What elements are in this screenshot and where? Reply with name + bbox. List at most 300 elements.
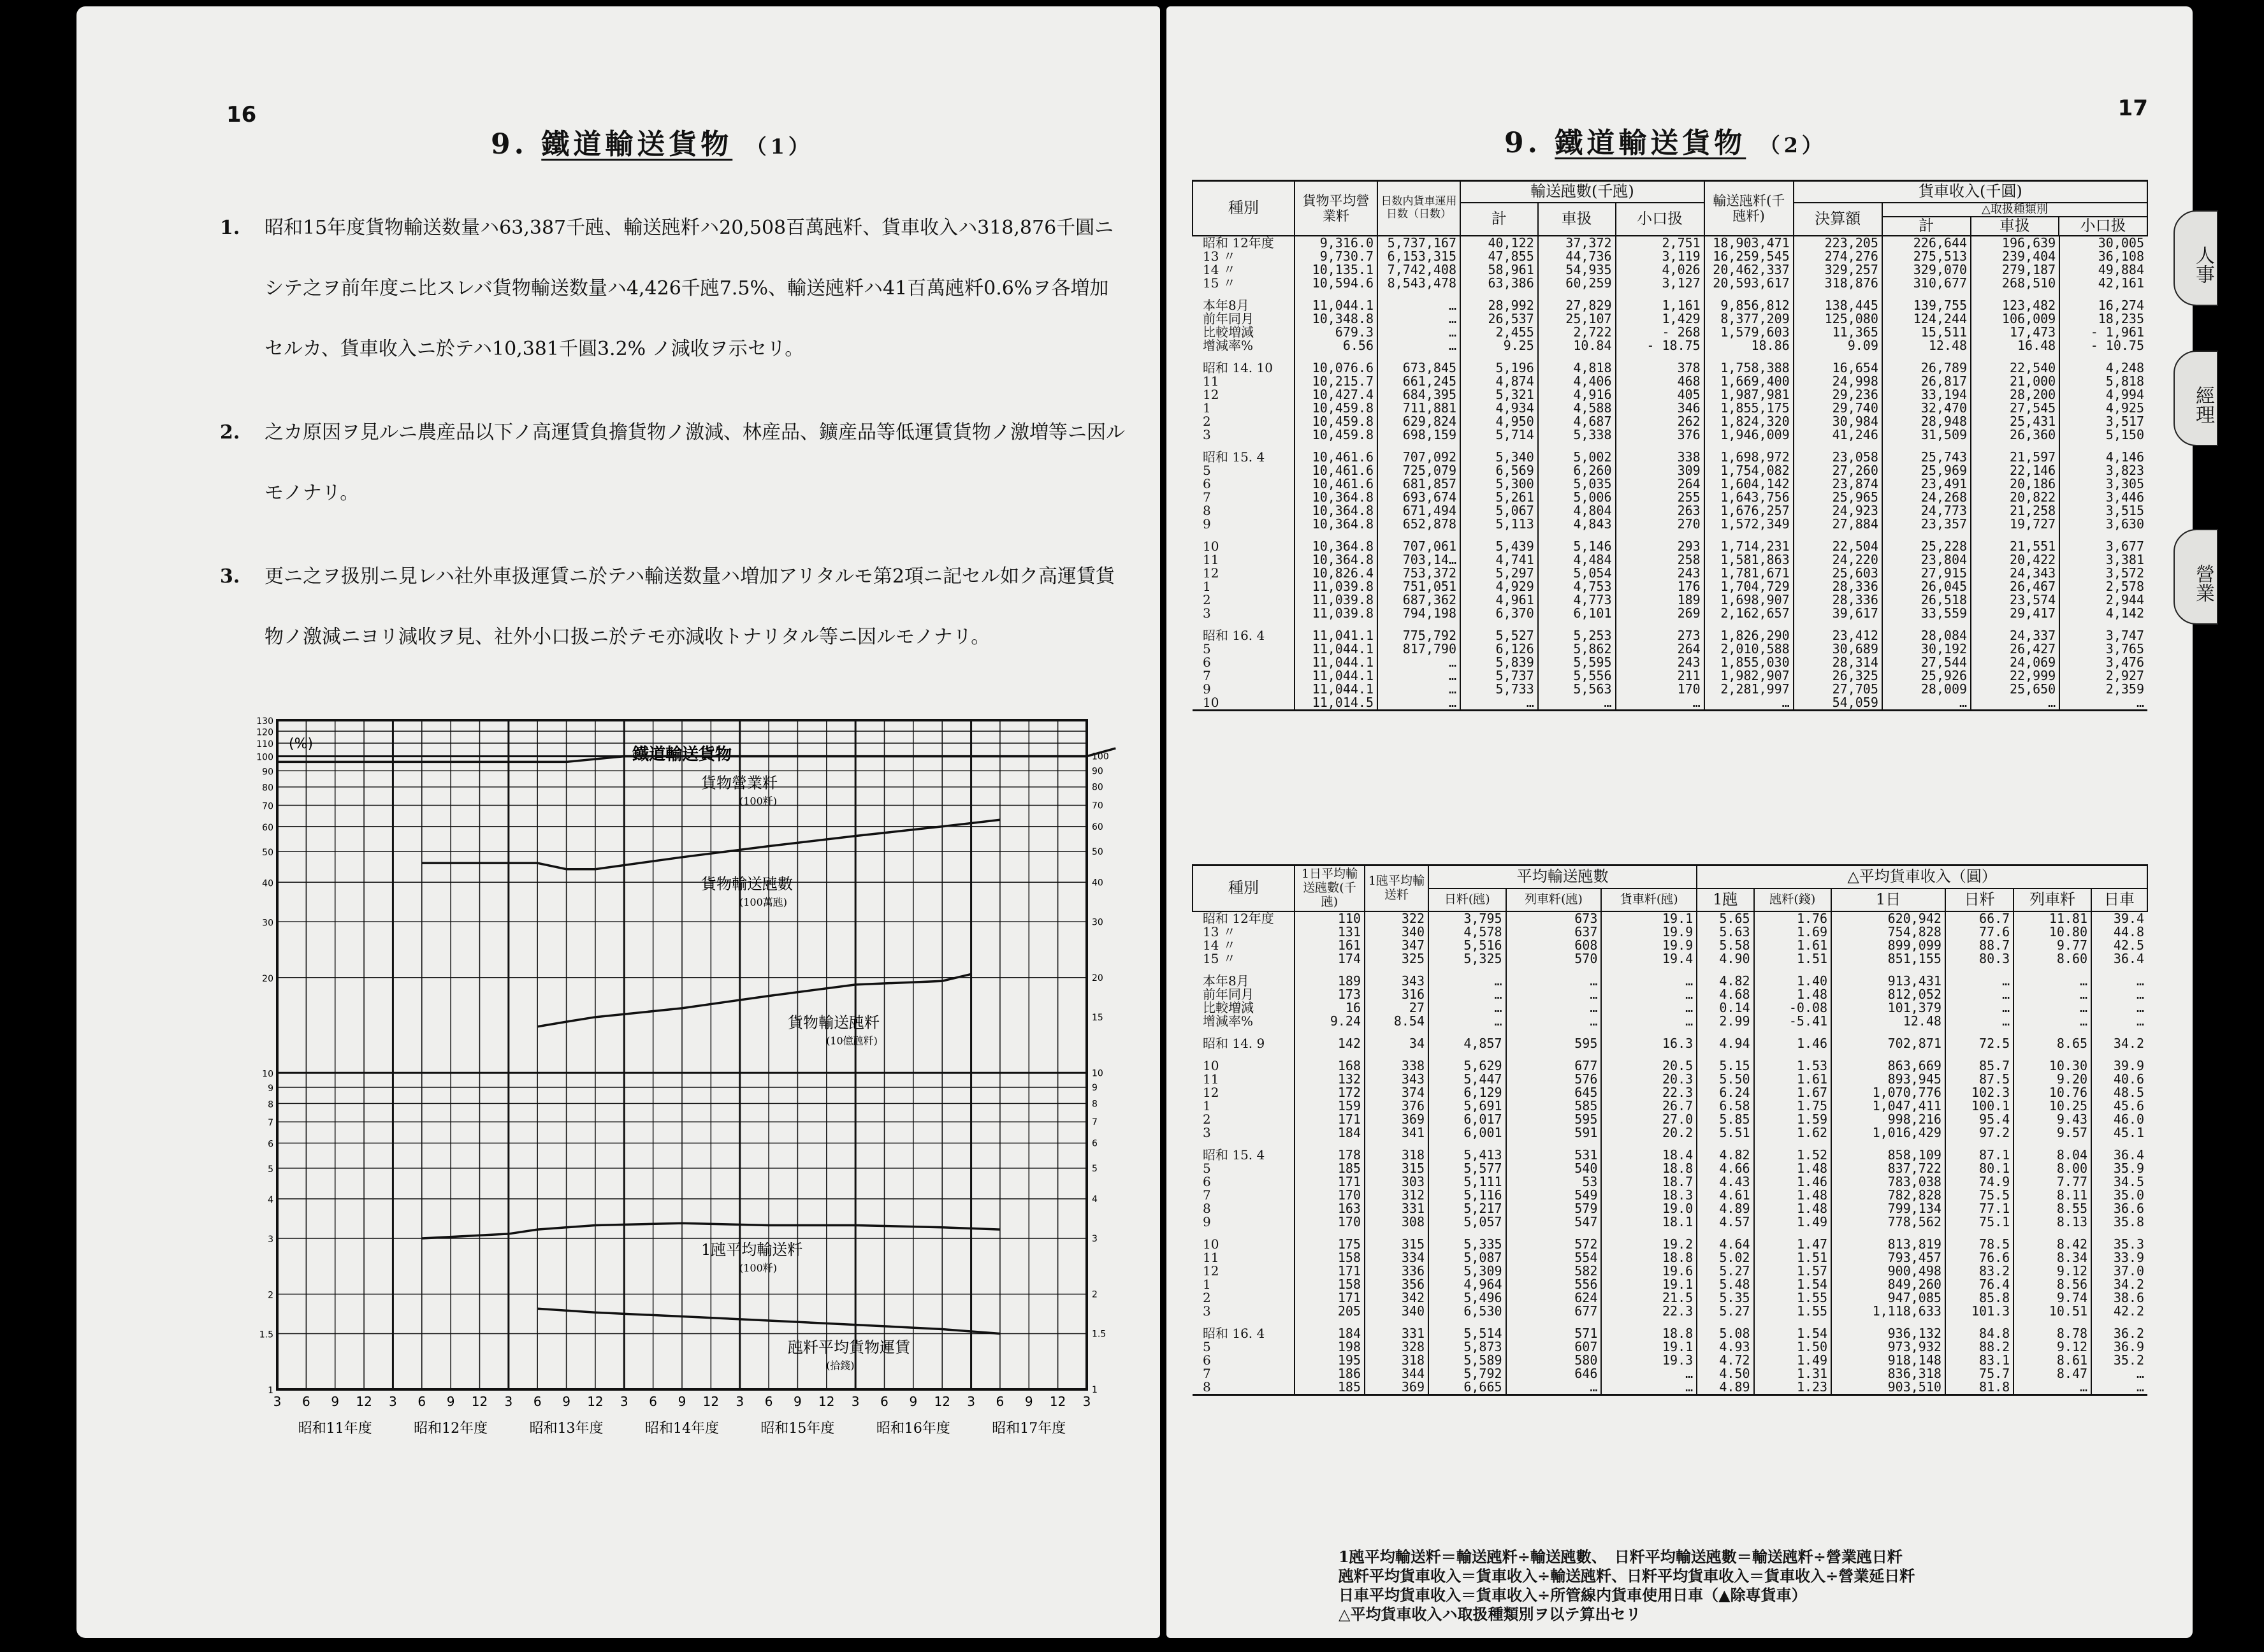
- table-cell: 620,942: [1831, 911, 1945, 925]
- table-cell: 41,246: [1794, 428, 1882, 442]
- table-cell: 76.4: [1945, 1278, 2014, 1291]
- table-cell: 20,593,617: [1704, 277, 1794, 290]
- table-cell: 48.5: [2091, 1086, 2147, 1099]
- table-cell: 139,755: [1882, 290, 1971, 312]
- left-axis-label: 50: [262, 848, 273, 859]
- table-cell: 10,427.4: [1295, 388, 1377, 402]
- table-cell: 4,929: [1460, 580, 1538, 593]
- table-cell: 576: [1506, 1073, 1602, 1086]
- note-line: △平均貨車收入ハ取扱種類別ヲ以テ算出セリ: [1339, 1605, 1641, 1623]
- table-cell: 36.4: [2091, 952, 2147, 966]
- freight-chart: [239, 701, 1144, 1440]
- col-per-ton: 1瓲: [1697, 888, 1753, 911]
- series-unit: (10億瓲粁): [826, 1034, 878, 1047]
- right-axis-label: 100: [1092, 751, 1109, 762]
- table-cell: 11,044.1: [1295, 656, 1377, 669]
- table-cell: 331: [1365, 1318, 1428, 1340]
- table-cell: 1.48: [1754, 1202, 1832, 1215]
- row-label: 6: [1203, 1173, 1211, 1189]
- table-cell: 2,455: [1460, 326, 1538, 339]
- section-tab-business[interactable]: 營業: [2173, 529, 2218, 625]
- table-cell: 4.90: [1697, 952, 1753, 966]
- table-cell: 27,915: [1882, 567, 1971, 580]
- table-cell: 3,823: [2059, 464, 2147, 477]
- table-cell: 19.9: [1601, 939, 1697, 952]
- table-cell: 35.2: [2091, 1354, 2147, 1367]
- x-tick-label: 9: [678, 1394, 686, 1409]
- table-row: [1193, 1215, 2147, 1229]
- table-cell: 189: [1295, 966, 1365, 988]
- table-cell: …: [2014, 1001, 2091, 1015]
- table-cell: 8.56: [2014, 1278, 2091, 1291]
- table-cell: …: [1601, 1380, 1697, 1395]
- table-cell: 677: [1506, 1305, 1602, 1318]
- table-row: [1193, 1175, 2147, 1189]
- table-cell: 60,259: [1538, 277, 1616, 290]
- x-tick-label: 12: [702, 1394, 720, 1409]
- table-cell: 102.3: [1945, 1086, 2014, 1099]
- table-cell: 24,220: [1794, 553, 1882, 567]
- table-cell: 1,987,981: [1704, 388, 1794, 402]
- table-row: [1193, 567, 2147, 580]
- table-cell: 5,733: [1460, 683, 1538, 696]
- table-cell: 25,969: [1882, 464, 1971, 477]
- freight-volume-table: [1192, 180, 2148, 711]
- table-cell: 22,146: [1971, 464, 2059, 477]
- table-cell: 8,377,209: [1704, 312, 1794, 326]
- table-row: [1193, 1318, 2147, 1340]
- table-cell: 47,855: [1460, 250, 1538, 263]
- table-cell: 6.24: [1697, 1086, 1753, 1099]
- table-cell: 315: [1365, 1229, 1428, 1251]
- x-tick-label: 9: [446, 1394, 455, 1409]
- table-cell: 4,142: [2059, 607, 2147, 620]
- table-cell: 87.5: [1945, 1073, 2014, 1086]
- row-label: 11: [1203, 551, 1219, 567]
- table-cell: 2,162,657: [1704, 607, 1794, 620]
- table-cell: 10.25: [2014, 1099, 2091, 1113]
- table-cell: 1.57: [1754, 1264, 1832, 1278]
- table-cell: …: [1616, 696, 1704, 711]
- table-cell: …: [1377, 683, 1460, 696]
- table-cell: 5,338: [1538, 428, 1616, 442]
- table-cell: 20.5: [1601, 1050, 1697, 1073]
- table-cell: 624: [1506, 1291, 1602, 1305]
- col-tons-total: 計: [1460, 203, 1538, 236]
- table-cell: 4,874: [1460, 375, 1538, 388]
- row-label: 2: [1203, 413, 1211, 429]
- table-cell: 54,059: [1794, 696, 1882, 711]
- table-cell: 27,544: [1882, 656, 1971, 669]
- table-cell: 8.11: [2014, 1189, 2091, 1202]
- table-cell: 26,467: [1971, 580, 2059, 593]
- col-per-day: 1日: [1831, 888, 1945, 911]
- table-cell: …: [1377, 696, 1460, 711]
- table-cell: 312: [1365, 1189, 1428, 1202]
- table-cell: - 18.75: [1616, 339, 1704, 352]
- table-cell: 10,364.8: [1295, 504, 1377, 518]
- x-tick-label: 3: [736, 1394, 744, 1409]
- table-cell: 5.48: [1697, 1278, 1753, 1291]
- table-cell: 28,200: [1971, 388, 2059, 402]
- table-cell: 24,069: [1971, 656, 2059, 669]
- x-group-label: 昭和16年度: [876, 1421, 950, 1437]
- table-cell: 36,108: [2059, 250, 2147, 263]
- table-cell: 4.89: [1697, 1380, 1753, 1395]
- table-cell: 693,674: [1377, 491, 1460, 504]
- table-cell: 1,754,082: [1704, 464, 1794, 477]
- table-cell: 1,698,907: [1704, 593, 1794, 607]
- table-cell: 184: [1295, 1318, 1365, 1340]
- table-cell: 74.9: [1945, 1175, 2014, 1189]
- section-tab-accounting[interactable]: 經理: [2173, 351, 2218, 446]
- table-cell: 10,459.8: [1295, 428, 1377, 442]
- paragraph-text: 之カ原因ヲ見ルニ農産品以下ノ高運賃負擔貨物ノ激減、林産品、鑛産品等低運賃貨物ノ激増等ニ因ルモノナリ。: [265, 421, 1125, 504]
- table-cell: 4,961: [1460, 593, 1538, 607]
- table-cell: 1.61: [1754, 1073, 1832, 1086]
- table-cell: 11,044.1: [1295, 290, 1377, 312]
- table-cell: 6,017: [1428, 1113, 1506, 1126]
- table-cell: 6,153,315: [1377, 250, 1460, 263]
- table-cell: 1,826,290: [1704, 620, 1794, 642]
- col-avg-km: 1瓲平均輸送粁: [1365, 866, 1428, 911]
- table-cell: 608: [1506, 939, 1602, 952]
- table-row: [1193, 593, 2147, 607]
- table-cell: 16,654: [1794, 352, 1882, 375]
- table-cell: 11,044.1: [1295, 669, 1377, 683]
- table-cell: 711,881: [1377, 402, 1460, 415]
- table-cell: 5,516: [1428, 939, 1506, 952]
- table-cell: 8,543,478: [1377, 277, 1460, 290]
- table-cell: 34.5: [2091, 1175, 2147, 1189]
- series-label: 1瓲平均輸送粁: [701, 1241, 803, 1259]
- table-cell: 1.46: [1754, 1028, 1832, 1050]
- table-cell: 19.1: [1601, 911, 1697, 925]
- table-row: [1193, 518, 2147, 531]
- table-cell: 8.55: [2014, 1202, 2091, 1215]
- page-number: 16: [226, 102, 257, 127]
- table-cell: 25,431: [1971, 415, 2059, 428]
- table-cell: 185: [1295, 1162, 1365, 1175]
- table-cell: 347: [1365, 939, 1428, 952]
- right-axis-label: 50: [1092, 847, 1103, 858]
- table-cell: 3,381: [2059, 553, 2147, 567]
- table-cell: 88.7: [1945, 939, 2014, 952]
- x-tick-label: 9: [1024, 1394, 1033, 1409]
- paragraph-text: 昭和15年度貨物輸送数量ハ63,387千瓲、輸送瓲粁ハ20,508百萬瓲粁、貨車收入ハ318,876千圓ニシテ之ヲ前年度ニ比スレバ貨物輸送数量ハ4,426千瓲7.5%、輸送瓲粁ハ41百萬瓲粁0.6%ヲ各増加セルカ、貨車收入ニ於テハ10,381千圓3.2% ノ減收ヲ示セリ。: [265, 217, 1114, 360]
- table-cell: 28,084: [1882, 620, 1971, 642]
- table-cell: 21,000: [1971, 375, 2059, 388]
- page-title: [1504, 120, 1826, 161]
- table-cell: 27,545: [1971, 402, 2059, 415]
- table-cell: 21,551: [1971, 531, 2059, 553]
- table-cell: 18,903,471: [1704, 236, 1794, 250]
- table-cell: 4.57: [1697, 1215, 1753, 1229]
- table-cell: 1.47: [1754, 1229, 1832, 1251]
- table-cell: 10,076.6: [1295, 352, 1377, 375]
- col-ton-km: 輸送瓲粁(千瓲粁): [1704, 181, 1794, 236]
- left-axis-label: 1: [268, 1386, 273, 1396]
- table-row: [1193, 375, 2147, 388]
- table-cell: 189: [1616, 593, 1704, 607]
- table-cell: 5,309: [1428, 1264, 1506, 1278]
- table-cell: 837,722: [1831, 1162, 1945, 1175]
- table-cell: 18.8: [1601, 1251, 1697, 1264]
- table-cell: 778,562: [1831, 1215, 1945, 1229]
- table-cell: 178: [1295, 1140, 1365, 1162]
- right-page: [1166, 6, 2214, 1638]
- table-cell: 1,855,030: [1704, 656, 1794, 669]
- table-cell: 10,459.8: [1295, 415, 1377, 428]
- table-cell: 5,196: [1460, 352, 1538, 375]
- table-cell: 5,057: [1428, 1215, 1506, 1229]
- table-cell: 5.02: [1697, 1251, 1753, 1264]
- table-cell: …: [1428, 966, 1506, 988]
- table-cell: 4,950: [1460, 415, 1538, 428]
- x-group-label: 昭和13年度: [529, 1421, 604, 1437]
- table-cell: 39.9: [2091, 1050, 2147, 1073]
- table-cell: 30,984: [1794, 415, 1882, 428]
- table-cell: 29,740: [1794, 402, 1882, 415]
- section-tab-personnel[interactable]: 人事: [2173, 210, 2218, 306]
- col-train-km: 列車粁(瓲): [1506, 888, 1602, 911]
- table-cell: 170: [1616, 683, 1704, 696]
- table-cell: 6,370: [1460, 607, 1538, 620]
- left-axis-label: 90: [262, 767, 273, 778]
- table-cell: 1,161: [1616, 290, 1704, 312]
- table-cell: 322: [1365, 911, 1428, 925]
- table-cell: 5,146: [1538, 531, 1616, 553]
- table-cell: 31,509: [1882, 428, 1971, 442]
- table-cell: …: [1377, 290, 1460, 312]
- table-cell: 33.9: [2091, 1251, 2147, 1264]
- row-label: 9: [1203, 681, 1211, 697]
- paragraph: [220, 402, 1125, 523]
- table-row: [1193, 339, 2147, 352]
- row-label: 1: [1203, 1098, 1211, 1113]
- table-cell: 18.1: [1601, 1215, 1697, 1229]
- table-row: [1193, 402, 2147, 415]
- table-cell: 83.2: [1945, 1264, 2014, 1278]
- table-cell: 171: [1295, 1113, 1365, 1126]
- table-cell: 1,016,429: [1831, 1126, 1945, 1140]
- table-cell: 4,843: [1538, 518, 1616, 531]
- table-cell: 858,109: [1831, 1140, 1945, 1162]
- table-cell: 25,107: [1538, 312, 1616, 326]
- table-cell: 49,884: [2059, 263, 2147, 277]
- table-cell: 1.46: [1754, 1175, 1832, 1189]
- table-cell: 75.1: [1945, 1215, 2014, 1229]
- table-cell: 26,817: [1882, 375, 1971, 388]
- row-label: 8: [1203, 502, 1211, 518]
- table-cell: 334: [1365, 1251, 1428, 1264]
- row-label: 增減率%: [1203, 337, 1254, 353]
- row-label: 3: [1203, 1124, 1211, 1140]
- table-cell: 4,916: [1538, 388, 1616, 402]
- table-cell: 531: [1506, 1140, 1602, 1162]
- table-cell: 269: [1616, 607, 1704, 620]
- right-axis-label: 5: [1092, 1163, 1098, 1174]
- table-cell: 66.7: [1945, 911, 2014, 925]
- table-cell: 18.8: [1601, 1162, 1697, 1175]
- row-label: 5: [1203, 1160, 1211, 1176]
- table-row: [1193, 1264, 2147, 1278]
- table-row: [1193, 696, 2147, 711]
- table-cell: 5,217: [1428, 1202, 1506, 1215]
- table-cell: 707,092: [1377, 442, 1460, 464]
- table-row: [1193, 1354, 2147, 1367]
- table-cell: 26,537: [1460, 312, 1538, 326]
- table-cell: 5,714: [1460, 428, 1538, 442]
- table-cell: 97.2: [1945, 1126, 2014, 1140]
- table-cell: 22,999: [1971, 669, 2059, 683]
- row-label: 11: [1203, 373, 1219, 389]
- left-axis-label: 4: [268, 1194, 273, 1205]
- table-cell: 7,742,408: [1377, 263, 1460, 277]
- table-cell: 8.61: [2014, 1354, 2091, 1367]
- table-cell: 10,461.6: [1295, 442, 1377, 464]
- table-cell: …: [1506, 1015, 1602, 1028]
- table-cell: 8.54: [1365, 1015, 1428, 1028]
- table-cell: 5.63: [1697, 925, 1753, 939]
- table-cell: …: [1428, 988, 1506, 1001]
- table-cell: 629,824: [1377, 415, 1460, 428]
- table-cell: 5,556: [1538, 669, 1616, 683]
- table-cell: 9.12: [2014, 1340, 2091, 1354]
- table-cell: 4.93: [1697, 1340, 1753, 1354]
- table-cell: 1.62: [1754, 1126, 1832, 1140]
- table-cell: 275,513: [1882, 250, 1971, 263]
- table-cell: 794,198: [1377, 607, 1460, 620]
- col-rev-breakdown: [1882, 203, 2147, 236]
- table-cell: …: [1377, 326, 1460, 339]
- table-cell: 346: [1616, 402, 1704, 415]
- table-row: [1193, 1380, 2147, 1395]
- table-cell: 27: [1365, 1001, 1428, 1015]
- table-cell: 46.0: [2091, 1113, 2147, 1126]
- row-label: 5: [1203, 641, 1211, 656]
- left-axis-label: 70: [262, 801, 273, 812]
- table-cell: 918,148: [1831, 1354, 1945, 1367]
- table-row: [1193, 1305, 2147, 1318]
- table-row: [1193, 491, 2147, 504]
- table-cell: 5,116: [1428, 1189, 1506, 1202]
- table-cell: 376: [1616, 428, 1704, 442]
- table-cell: 10,364.8: [1295, 518, 1377, 531]
- table-cell: 125,080: [1794, 312, 1882, 326]
- series-label: 貨物輸送瓲粁: [788, 1013, 880, 1032]
- table-cell: 1.48: [1754, 1189, 1832, 1202]
- x-tick-label: 6: [880, 1394, 889, 1409]
- table-cell: …: [1428, 1015, 1506, 1028]
- table-cell: 27,705: [1794, 683, 1882, 696]
- table-cell: 5,035: [1538, 477, 1616, 491]
- col-group-revenue: 貨車收入(千圓): [1794, 181, 2147, 203]
- row-label: 10: [1203, 1236, 1219, 1252]
- table-cell: 85.7: [1945, 1050, 2014, 1073]
- x-tick-label: 12: [471, 1394, 488, 1409]
- table-cell: 38.6: [2091, 1291, 2147, 1305]
- table-row: [1193, 1278, 2147, 1291]
- left-page: [76, 6, 1160, 1638]
- table-cell: 1.49: [1754, 1215, 1832, 1229]
- table-cell: 85.8: [1945, 1291, 2014, 1305]
- table-cell: 8.34: [2014, 1251, 2091, 1264]
- table-cell: 4,146: [2059, 442, 2147, 464]
- col-rev-total: 計: [1883, 217, 1971, 235]
- table-cell: 10,215.7: [1295, 375, 1377, 388]
- table-cell: 19.0: [1601, 1202, 1697, 1215]
- table-row: [1193, 1001, 2147, 1015]
- table-cell: 11,044.1: [1295, 642, 1377, 656]
- table-cell: 226,644: [1882, 236, 1971, 250]
- table-cell: 20.3: [1601, 1073, 1697, 1086]
- table-cell: 2,010,588: [1704, 642, 1794, 656]
- table-cell: 23,804: [1882, 553, 1971, 567]
- table-cell: 3,305: [2059, 477, 2147, 491]
- table-cell: 26,360: [1971, 428, 2059, 442]
- table-cell: 11,044.1: [1295, 683, 1377, 696]
- table-cell: 5.50: [1697, 1073, 1753, 1086]
- table-cell: 25,743: [1882, 442, 1971, 464]
- table-cell: …: [2059, 696, 2147, 711]
- table-cell: …: [2091, 988, 2147, 1001]
- table-cell: 1,704,729: [1704, 580, 1794, 593]
- row-label: 2: [1203, 1289, 1211, 1305]
- table-cell: 652,878: [1377, 518, 1460, 531]
- left-axis-label: 8: [268, 1099, 273, 1110]
- table-cell: 173: [1295, 988, 1365, 1001]
- freight-chart-svg: [239, 701, 1144, 1440]
- table-cell: 3,515: [2059, 504, 2147, 518]
- table-cell: 274,276: [1794, 250, 1882, 263]
- table-cell: 15,511: [1882, 326, 1971, 339]
- table-cell: 293: [1616, 531, 1704, 553]
- left-axis-label: 7: [268, 1118, 273, 1129]
- row-label: 2: [1203, 591, 1211, 607]
- right-axis-label: 1.5: [1092, 1329, 1107, 1340]
- row-label: 3: [1203, 605, 1211, 621]
- row-label: 5: [1203, 462, 1211, 478]
- table-cell: 836,318: [1831, 1367, 1945, 1380]
- col-rev-car-day: 日車: [2091, 888, 2147, 911]
- table-cell: 10.30: [2014, 1050, 2091, 1073]
- table-cell: 24,773: [1882, 504, 1971, 518]
- table-cell: 556: [1506, 1278, 1602, 1291]
- table-cell: 9.12: [2014, 1264, 2091, 1278]
- row-label: 1: [1203, 400, 1211, 416]
- table-cell: 42,161: [2059, 277, 2147, 290]
- table-cell: 83.1: [1945, 1354, 2014, 1367]
- table-cell: 340: [1365, 1305, 1428, 1318]
- table-cell: 75.7: [1945, 1367, 2014, 1380]
- table-cell: 5,629: [1428, 1050, 1506, 1073]
- table-cell: 10.84: [1538, 339, 1616, 352]
- table-cell: 303: [1365, 1175, 1428, 1189]
- row-label: 3: [1203, 1303, 1211, 1319]
- table-cell: 582: [1506, 1264, 1602, 1278]
- table-cell: 78.5: [1945, 1229, 2014, 1251]
- note-line: 1瓲平均輸送粁＝輸送瓲粁÷輸送瓲數、 日粁平均輸送瓲數＝輸送瓲粁÷營業瓲日粁: [1339, 1547, 1903, 1566]
- left-axis-label: 20: [262, 973, 273, 984]
- row-label: 10: [1203, 1057, 1219, 1073]
- table-cell: 679.3: [1295, 326, 1377, 339]
- table-cell: 2,944: [2059, 593, 2147, 607]
- table-cell: 20,422: [1971, 553, 2059, 567]
- table-cell: 4,248: [2059, 352, 2147, 375]
- table-cell: 11,039.8: [1295, 607, 1377, 620]
- row-label: 本年8月: [1203, 297, 1249, 313]
